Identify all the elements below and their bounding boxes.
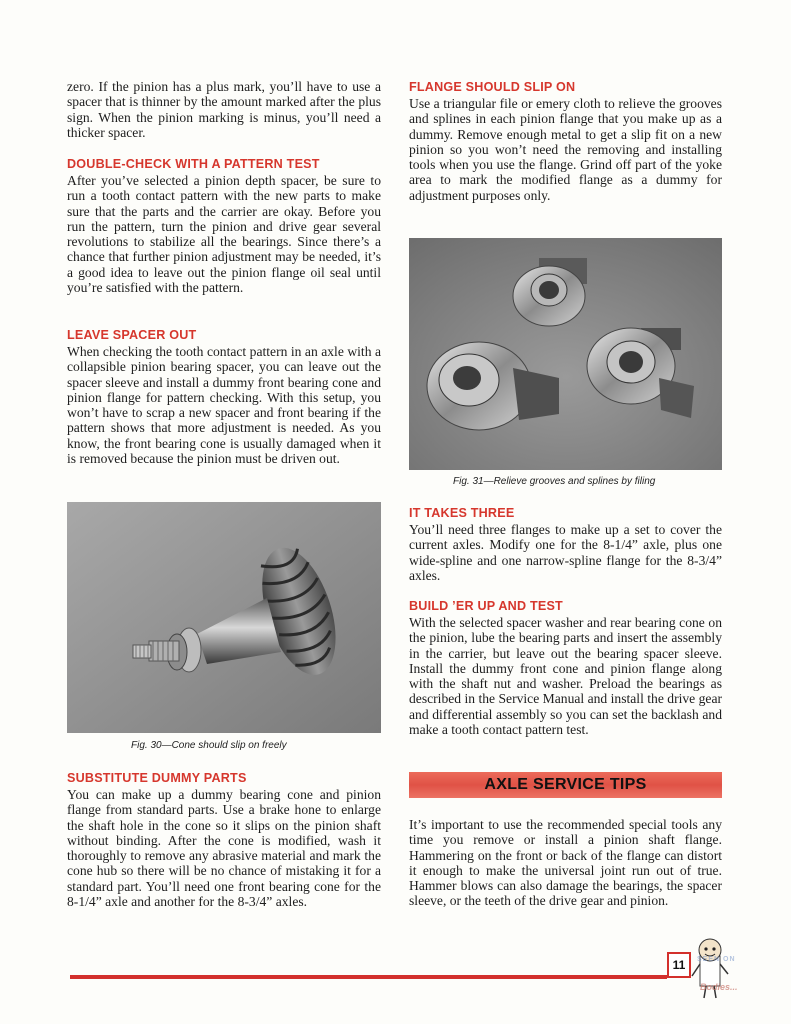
leave-spacer-heading: LEAVE SPACER OUT	[67, 328, 197, 342]
double-check-paragraph: After you’ve selected a pinion depth spacer, be sure to run a tooth contact pattern with the new parts to make sure that the parts and the carrier are okay. Before you run the pattern, turn the pinion and drive gear several revolutions to stabilize all the bearings. Since there’s a chance that further pinion adjustment may be needed, it’s a good idea to leave out the pinion flange oil seal until you’re satisfied with the pattern.	[67, 173, 381, 296]
leave-spacer-paragraph: When checking the tooth contact pattern in an axle with a collapsible pinion bearing spacer, you can leave out the spacer sleeve and install a dummy front bearing cone and pinion flange for pattern checking. With this setup, you won’t have to scrap a new spacer and front bearing if the pattern shows that more adjustment is needed. As you know, the front bearing cone is usually damaged when it is removed because the pinion must be driven out.	[67, 344, 381, 467]
pinion-flanges-illustration	[409, 238, 722, 470]
pinion-gear-illustration	[67, 502, 381, 733]
watermark-bottom: Bodies...	[700, 982, 738, 992]
tips-paragraph: It’s important to use the recommended special tools any time you remove or install a pinion shaft flange. Hammering on the front or back of the flange can distort it enough to make the universal joint run out of true. Hammer blows can also damage the bearings, the spacer sleeve, or the teeth of the drive gear and pinion.	[409, 817, 722, 909]
fig31-caption: Fig. 31—Relieve grooves and splines by filing	[453, 476, 656, 487]
axle-service-tips-banner	[409, 772, 722, 798]
build-paragraph: With the selected spacer washer and rear bearing cone on the pinion, lube the bearing parts and insert the assembly in the carrier, but leave out the bearing spacer sleeve. Install the dummy front cone and pinion flange along with the shaft nut and washer. Preload the bearings as described in the Service Manual and install the drive gear and differential assembly so you can set the backlash and make a tooth contact pattern test.	[409, 615, 722, 738]
flange-paragraph: Use a triangular file or emery cloth to relieve the grooves and splines in each pinion flange that you make up as a dummy. Remove enough metal to get a slip fit on a new pinion so you won’t need the removing and installing tools when you use the flange. Grind off part of the yoke area to mark the modified flange as a dummy for adjustment purposes only.	[409, 96, 722, 203]
three-heading: IT TAKES THREE	[409, 506, 515, 520]
watermark-top: SEEN ON	[697, 956, 736, 963]
substitute-paragraph: You can make up a dummy bearing cone and pinion flange from standard parts. Use a brake hone to enlarge the shaft hole in the cone so it slips on the pinion shaft without binding. After the cone is modified, wash it thoroughly to remove any abrasive material and mark the cone hub so there will be no chance of mistaking it for a standard part. You’ll need one front bearing cone for the 8-1/4” axle and another for the 8-3/4” axles.	[67, 787, 381, 910]
build-heading: BUILD ’ER UP AND TEST	[409, 599, 563, 613]
fig31-photo	[409, 238, 722, 470]
footer-rule	[70, 975, 667, 979]
three-paragraph: You’ll need three flanges to make up a set to cover the current axles. Modify one for the 8-1/4” axle, plus one wide-spline and one narrow-spline flange for the 8-3/4” axles.	[409, 522, 722, 583]
banner-title: AXLE SERVICE TIPS	[484, 776, 647, 793]
fig30-caption: Fig. 30—Cone should slip on freely	[131, 740, 287, 751]
intro-paragraph: zero. If the pinion has a plus mark, you’ll have to use a spacer that is thinner by the amount marked after the plus sign. When the pinion marking is minus, you’ll need a thicker spacer.	[67, 79, 381, 140]
flange-heading: FLANGE SHOULD SLIP ON	[409, 80, 576, 94]
double-check-heading: DOUBLE-CHECK WITH A PATTERN TEST	[67, 157, 320, 171]
page-number: 11	[667, 952, 691, 978]
substitute-heading: SUBSTITUTE DUMMY PARTS	[67, 771, 247, 785]
fig30-photo	[67, 502, 381, 733]
